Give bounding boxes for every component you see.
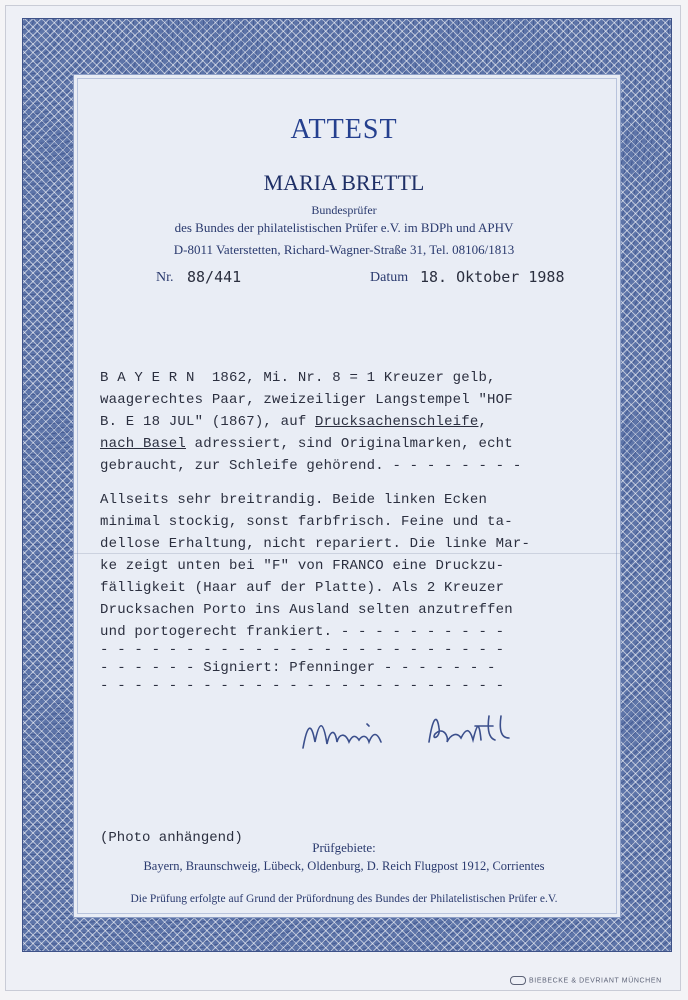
signed-by-line: - - - - - - Signiert: Pfenninger - - - - - - - (100, 660, 496, 676)
description-line: B A Y E R N 1862, Mi. Nr. 8 = 1 Kreuzer gelb, (100, 370, 496, 386)
dash-line: - - - - - - - - - - - - - - - - - - - - - - - - (100, 642, 505, 658)
description-line (100, 436, 513, 452)
handwritten-signature (297, 706, 557, 760)
description-text: B. E 18 JUL" (1867), auf (100, 414, 316, 430)
condition-line: dellose Erhaltung, nicht repariert. Die linke Mar- (100, 536, 531, 552)
certificate-number: 88/441 (187, 268, 242, 286)
examiner-address: D-8011 Vaterstetten, Richard-Wagner-Straße 31, Tel. 08106/1813 (173, 242, 515, 257)
printer-imprint (510, 976, 662, 985)
description-line (100, 414, 487, 430)
printer-name: BIEBECKE & DEVRIANT MÜNCHEN (529, 977, 662, 985)
examination-areas-list: Bayern, Braunschweig, Lübeck, Oldenburg, D. Reich Flugpost 1912, Corrientes (143, 859, 545, 873)
dash-line: - - - - - - - - - - - - - - - - - - - - - - - - (100, 678, 505, 694)
date-label: Datum (370, 270, 409, 285)
condition-line: fälligkeit (Haar auf der Platte). Als 2 Kreuzer (100, 580, 505, 596)
condition-line: Drucksachen Porto ins Ausland selten anzutreffen (100, 602, 513, 618)
certificate-number-label: Nr. (156, 270, 174, 285)
description-line: gebraucht, zur Schleife gehörend. - - - - - - - - (100, 458, 522, 474)
underlined-term: nach Basel (100, 436, 187, 452)
examiner-name: MARIA BRETTL (263, 170, 425, 195)
certificate-title: ATTEST (290, 114, 398, 145)
examination-regulation-note: Die Prüfung erfolgte auf Grund der Prüfordnung des Bundes der Philatelistischen Prüfer e.V. (130, 893, 558, 905)
condition-line: und portogerecht frankiert. - - - - - - - - - - (100, 624, 505, 640)
photo-note: (Photo anhängend) (100, 830, 243, 846)
fold-line (74, 553, 620, 554)
description-line: waagerechtes Paar, zweizeiliger Langstempel "HOF (100, 392, 513, 408)
description-text: adressiert, sind Originalmarken, echt (186, 436, 513, 452)
underlined-term: Drucksachenschleife (315, 414, 479, 430)
printer-logo-icon (510, 976, 526, 985)
examination-areas-label: Prüfgebiete: (312, 840, 376, 855)
condition-line: Allseits sehr breitrandig. Beide linken Ecken (100, 492, 488, 508)
examiner-association: des Bundes der philatelistischen Prüfer e.V. im BDPh und APHV (174, 220, 514, 235)
description-text: , (478, 414, 488, 430)
examiner-role: Bundesprüfer (311, 203, 377, 217)
condition-line: ke zeigt unten bei "F" von FRANCO eine Druckzu- (100, 558, 505, 574)
condition-line: minimal stockig, sonst farbfrisch. Feine und ta- (100, 514, 513, 530)
certificate-date: 18. Oktober 1988 (420, 268, 565, 286)
